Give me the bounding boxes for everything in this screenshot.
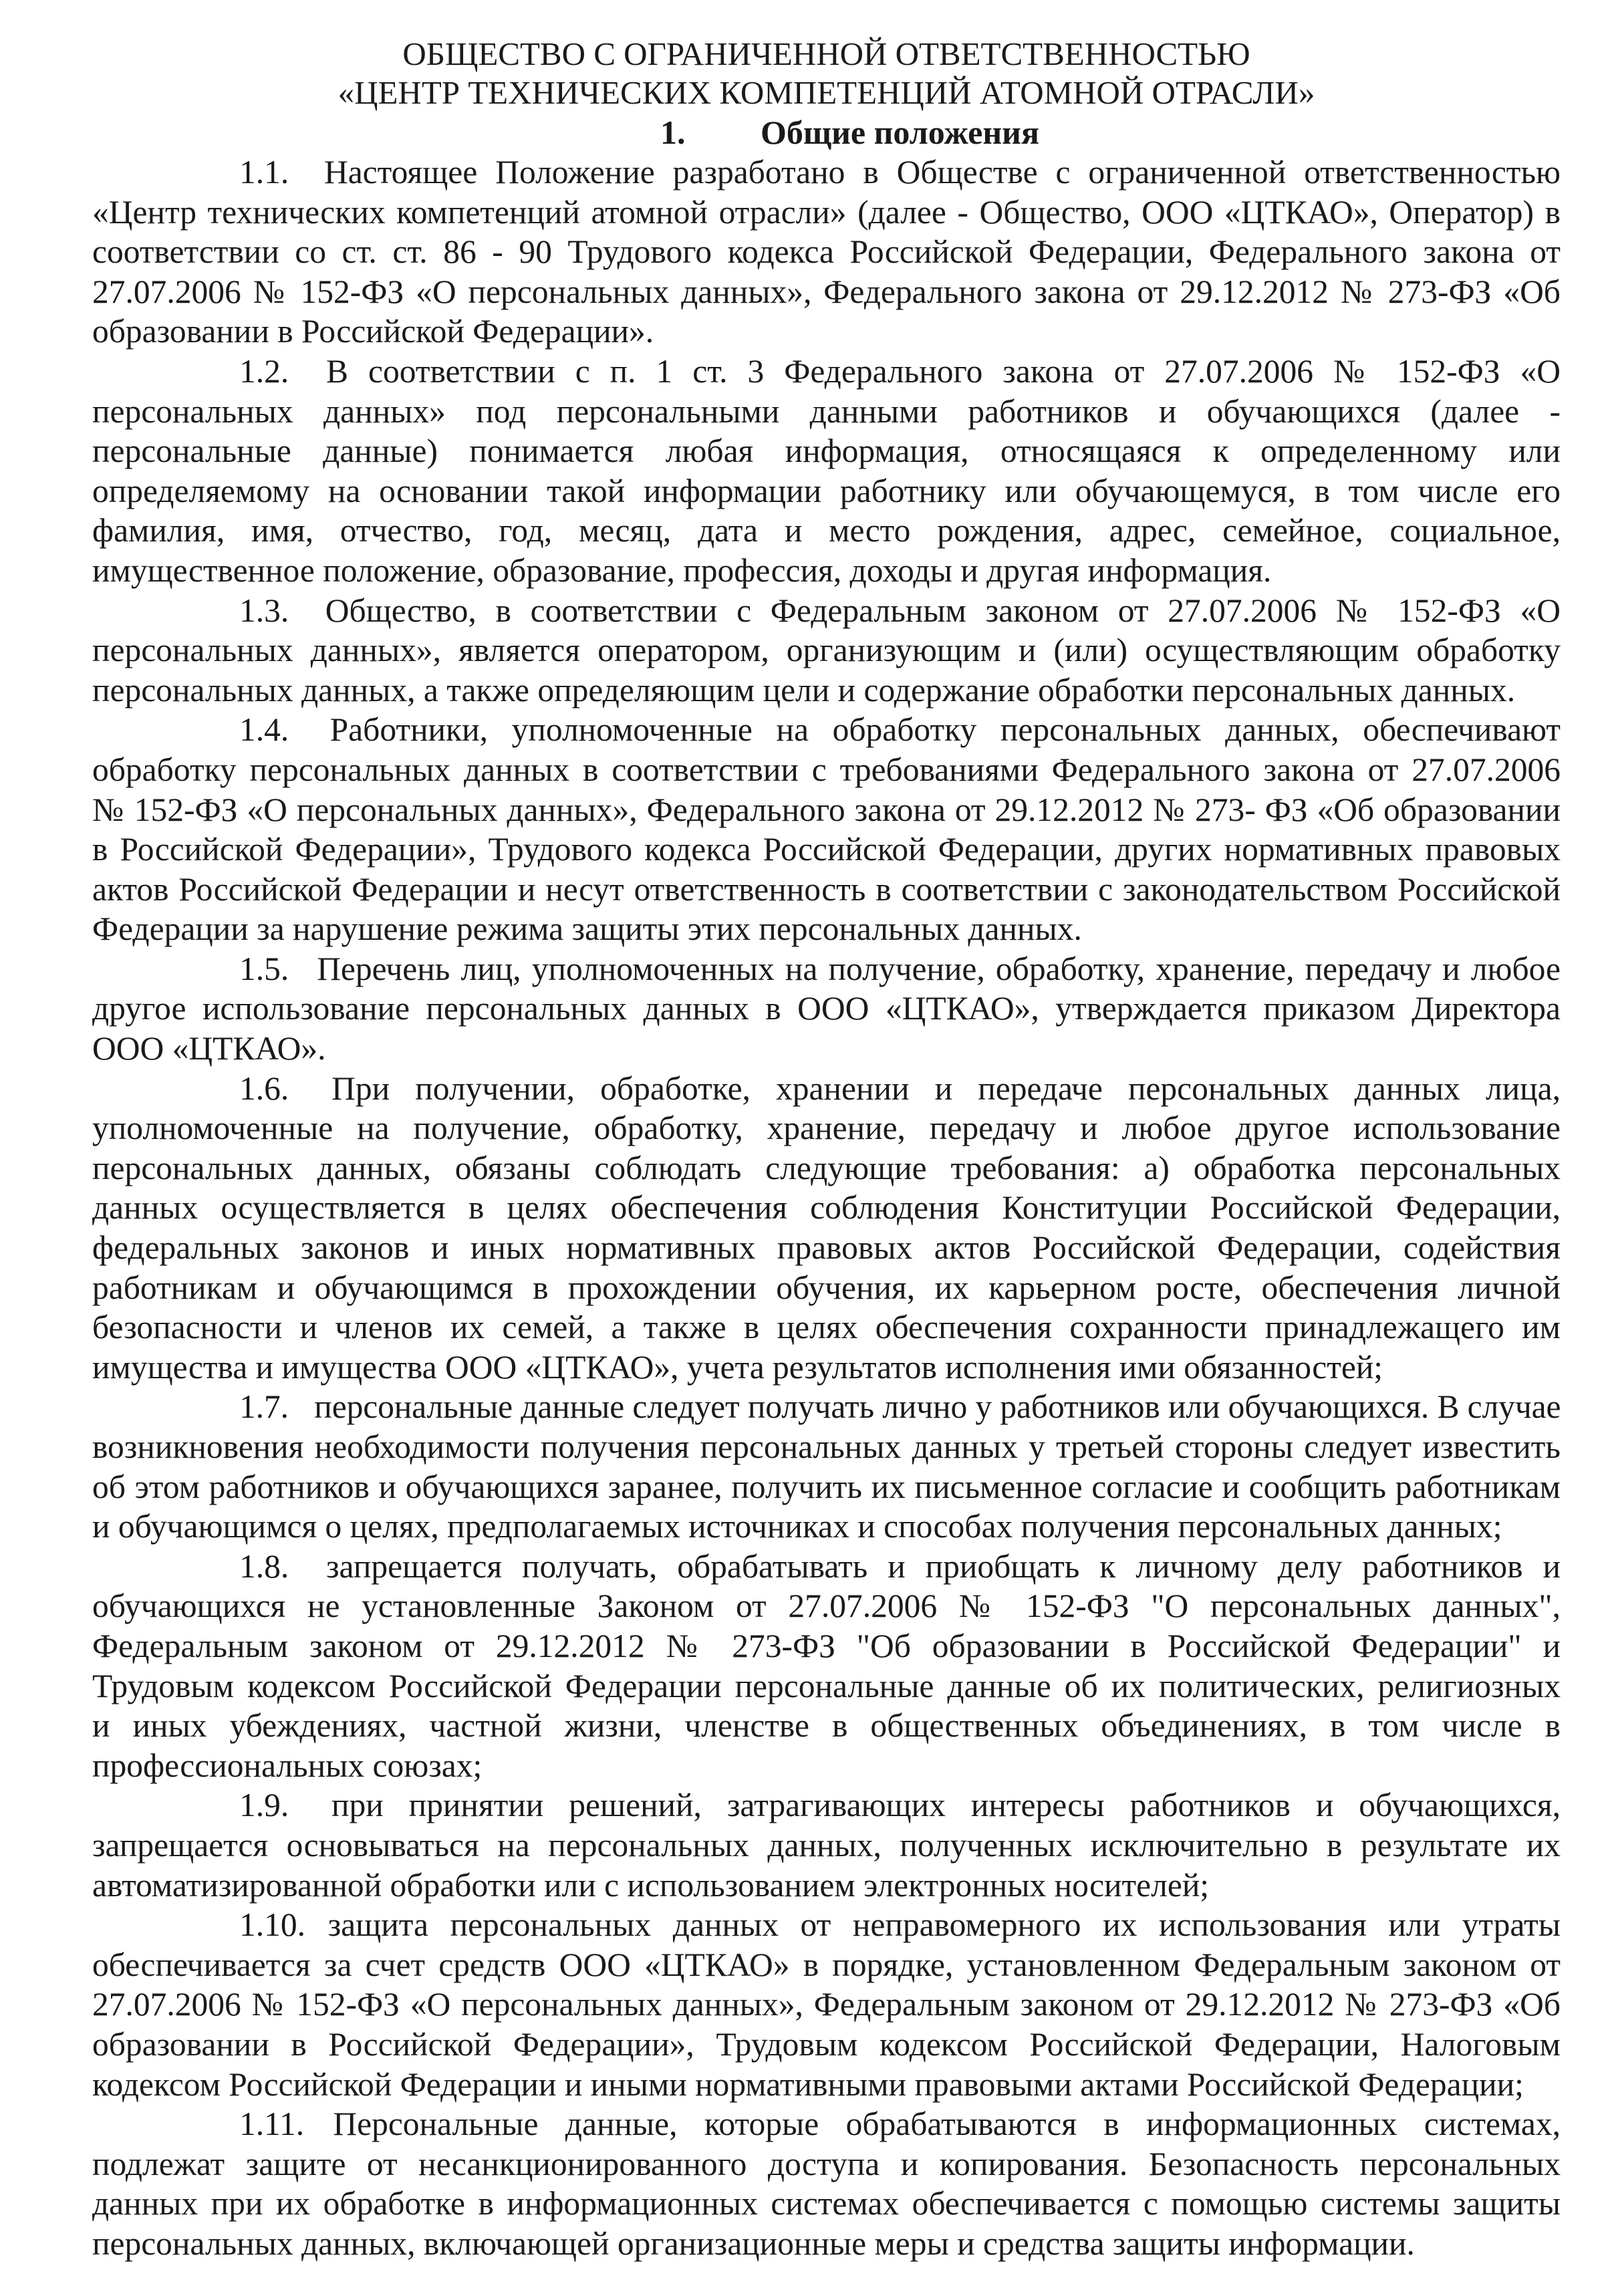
- paragraph-list: [92, 152, 1561, 2263]
- paragraph-1-6: [92, 1069, 1561, 1388]
- paragraph-line: [92, 1626, 1561, 1666]
- paragraph-line: [92, 870, 1561, 910]
- paragraph-line: [92, 1666, 1561, 1706]
- paragraph-line: [92, 830, 1561, 870]
- paragraph-text: образовании в Российской Федерации».: [92, 313, 654, 350]
- paragraph-text: запрещается основываться на персональных данных, полученных исключительно в результате их: [92, 1826, 1561, 1864]
- paragraph-text: возникновения необходимости получения персональных данных у третьей стороны следует известить: [92, 1428, 1561, 1465]
- paragraph-line: [92, 511, 1561, 551]
- paragraph-number: 1.10.: [239, 1906, 305, 1944]
- paragraph-text: определяемому на основании такой информации работнику или обучающемуся, в том числе его: [92, 472, 1561, 509]
- paragraph-line: [92, 2104, 1561, 2144]
- paragraph-line: [92, 989, 1561, 1029]
- paragraph-number: 1.6.: [239, 1069, 289, 1107]
- paragraph-text: и обучающимся о целях, предполагаемых источниках и способах получения персональных данных;: [92, 1508, 1502, 1545]
- paragraph-line: [92, 272, 1561, 312]
- paragraph-line: [92, 1547, 1561, 1587]
- paragraph-number: 1.9.: [239, 1787, 289, 1824]
- paragraph-text: обучающихся не установленные Законом от 27.07.2006 № 152-ФЗ "О персональных данных",: [92, 1587, 1561, 1625]
- paragraph-line: [92, 1427, 1561, 1467]
- paragraph-line: [92, 909, 1561, 949]
- paragraph-line: [92, 392, 1561, 432]
- paragraph-line: [92, 2025, 1561, 2065]
- paragraph-text: 27.07.2006 № 152-ФЗ «О персональных данных», Федеральным законом от 29.12.2012 № 273-ФЗ «Об: [92, 1986, 1561, 2023]
- paragraph-line: [92, 193, 1561, 233]
- paragraph-line: [92, 1228, 1561, 1268]
- paragraph-number: 1.8.: [239, 1547, 289, 1585]
- paragraph-text: профессиональных союзах;: [92, 1747, 483, 1784]
- paragraph-text: федеральных законов и иных нормативных правовых актов Российской Федерации, содействия: [92, 1229, 1561, 1267]
- paragraph-text: № 152-ФЗ «О персональных данных», Федерального закона от 29.12.2012 № 273- ФЗ «Об образовании: [92, 791, 1561, 828]
- paragraph-text: Работники, уполномоченные на обработку персональных данных, обеспечивают: [329, 711, 1561, 749]
- paragraph-line: [92, 1108, 1561, 1148]
- paragraph-line: [92, 2224, 1561, 2264]
- paragraph-text: об этом работников и обучающихся заранее, получить их письменное согласие и сообщить работникам: [92, 1468, 1561, 1505]
- paragraph-line: [92, 232, 1561, 272]
- paragraph-line: [92, 152, 1561, 193]
- paragraph-number: 1.7.: [239, 1388, 289, 1426]
- paragraph-line: [92, 1268, 1561, 1308]
- document-page: [92, 35, 1561, 2263]
- paragraph-line: [92, 790, 1561, 830]
- paragraph-text: подлежат защите от несанкционированного доступа и копирования. Безопасность персональных: [92, 2145, 1561, 2182]
- paragraph-text: персональные данные) понимается любая информация, относящаяся к определенному или: [92, 432, 1561, 470]
- paragraph-line: [92, 1586, 1561, 1626]
- paragraph-1-7: [92, 1387, 1561, 1546]
- paragraph-number: 1.5.: [239, 950, 289, 987]
- paragraph-text: Настоящее Положение разработано в Обществе с ограниченной ответственностью: [323, 154, 1561, 190]
- paragraph-text: соответствии со ст. ст. 86 - 90 Трудового кодекса Российской Федерации, Федерального закона от: [92, 233, 1561, 271]
- paragraph-text: в Российской Федерации», Трудового кодекса Российской Федерации, других нормативных правовых: [92, 831, 1561, 868]
- paragraph-text: данных осуществляется в целях обеспечения соблюдения Конституции Российской Федерации,: [92, 1189, 1561, 1227]
- paragraph-line: [92, 630, 1561, 670]
- paragraph-number: 1.2.: [239, 352, 289, 390]
- paragraph-1-1: [92, 152, 1561, 352]
- paragraph-1-5: [92, 949, 1561, 1069]
- paragraph-text: при принятии решений, затрагивающих интересы работников и обучающихся,: [331, 1787, 1561, 1824]
- paragraph-line: [92, 1387, 1561, 1427]
- paragraph-text: Персональные данные, которые обрабатываются в информационных системах,: [333, 2106, 1561, 2143]
- paragraph-line: [92, 1945, 1561, 1985]
- organization-name-line-2: «ЦЕНТР ТЕХНИЧЕСКИХ КОМПЕТЕНЦИЙ АТОМНОЙ ОТРАСЛИ»: [338, 74, 1315, 111]
- section-title: Общие положения: [760, 114, 1040, 151]
- paragraph-1-4: [92, 710, 1561, 949]
- paragraph-text: При получении, обработке, хранении и передаче персональных данных лица,: [331, 1069, 1561, 1107]
- paragraph-line: [92, 352, 1561, 392]
- paragraph-1-3: [92, 591, 1561, 711]
- paragraph-text: уполномоченные на получение, обработку, хранение, передачу и любое другое использование: [92, 1110, 1561, 1147]
- paragraph-text: Трудовым кодексом Российской Федерации персональные данные об их политических, религиозных: [92, 1667, 1561, 1704]
- paragraph-text: запрещается получать, обрабатывать и приобщать к личному делу работников и: [325, 1547, 1561, 1585]
- paragraph-text: имущественное положение, образование, профессия, доходы и другая информация.: [92, 551, 1272, 589]
- paragraph-text: персональных данных, обязаны соблюдать следующие требования: а) обработка персональных: [92, 1149, 1561, 1186]
- paragraph-text: обработку персональных данных в соответствии с требованиями Федерального закона от 27.07.2006: [92, 751, 1561, 788]
- paragraph-text: персональные данные следует получать лично у работников или обучающихся. В случае: [314, 1388, 1561, 1426]
- paragraph-line: [92, 471, 1561, 511]
- paragraph-text: ООО «ЦТКАО».: [92, 1030, 326, 1067]
- paragraph-text: «Центр технических компетенций атомной отрасли» (далее - Общество, ООО «ЦТКАО», Оператор) в: [92, 193, 1561, 231]
- paragraph-text: Перечень лиц, уполномоченных на получение, обработку, хранение, передачу и любое: [317, 950, 1561, 987]
- paragraph-text: персональных данных» под персональными данными работников и обучающихся (далее -: [92, 392, 1561, 430]
- paragraph-1-2: [92, 352, 1561, 591]
- section-number: 1.: [660, 114, 686, 151]
- paragraph-text: актов Российской Федерации и несут ответственность в соответствии с законодательством Российской: [92, 870, 1561, 908]
- paragraph-text: персональных данных», является оператором, организующим и (или) осуществляющим обработку: [92, 632, 1561, 669]
- paragraph-text: обеспечивается за счет средств ООО «ЦТКАО» в порядке, установленном Федеральным законом от: [92, 1946, 1561, 1983]
- paragraph-text: и иных убеждениях, частной жизни, членстве в общественных объединениях, в том числе в: [92, 1707, 1561, 1745]
- paragraph-line: [92, 591, 1561, 631]
- paragraph-text: образовании в Российской Федерации», Трудовым кодексом Российской Федерации, Налоговым: [92, 2025, 1561, 2063]
- paragraph-line: [92, 1866, 1561, 1906]
- paragraph-number: 1.4.: [239, 711, 289, 749]
- paragraph-line: [92, 1507, 1561, 1547]
- paragraph-1-10: [92, 1905, 1561, 2104]
- paragraph-text: Федерации за нарушение режима защиты этих персональных данных.: [92, 910, 1082, 948]
- paragraph-line: [92, 750, 1561, 790]
- paragraph-line: [92, 1348, 1561, 1388]
- paragraph-text: другое использование персональных данных в ООО «ЦТКАО», утверждается приказом Директора: [92, 990, 1561, 1027]
- paragraph-text: данных при их обработке в информационных системах обеспечивается с помощью системы защиты: [92, 2185, 1561, 2222]
- paragraph-text: персональных данных, включающей организационные меры и средства защиты информации.: [92, 2224, 1415, 2262]
- paragraph-line: [92, 710, 1561, 750]
- organization-name-line-1: ОБЩЕСТВО С ОГРАНИЧЕННОЙ ОТВЕТСТВЕННОСТЬЮ: [402, 35, 1250, 72]
- paragraph-text: кодексом Российской Федерации и иными нормативными правовыми актами Российской Федерации;: [92, 2065, 1524, 2103]
- paragraph-text: В соответствии с п. 1 ст. 3 Федерального закона от 27.07.2006 № 152-ФЗ «О: [326, 352, 1561, 390]
- paragraph-1-8: [92, 1547, 1561, 1786]
- paragraph-text: защита персональных данных от неправомерного их использования или утраты: [327, 1906, 1561, 1944]
- paragraph-text: безопасности и членов их семей, а также в целях обеспечения сохранности принадлежащего им: [92, 1309, 1561, 1346]
- paragraph-line: [92, 1188, 1561, 1228]
- paragraph-number: 1.1.: [239, 154, 289, 190]
- paragraph-1-9: [92, 1785, 1561, 1905]
- paragraph-line: [92, 311, 1561, 352]
- paragraph-line: [92, 670, 1561, 711]
- paragraph-line: [92, 551, 1561, 591]
- paragraph-line: [92, 1825, 1561, 1866]
- paragraph-number: 1.3.: [239, 592, 289, 629]
- paragraph-1-11: [92, 2104, 1561, 2263]
- paragraph-line: [92, 1307, 1561, 1348]
- paragraph-text: имущества и имущества ООО «ЦТКАО», учета результатов исполнения ими обязанностей;: [92, 1348, 1383, 1386]
- paragraph-line: [92, 1785, 1561, 1825]
- paragraph-text: Общество, в соответствии с Федеральным законом от 27.07.2006 № 152-ФЗ «О: [325, 592, 1561, 629]
- paragraph-line: [92, 1148, 1561, 1188]
- paragraph-text: работникам и обучающимся в прохождении обучения, их карьерном росте, обеспечения личной: [92, 1269, 1561, 1306]
- paragraph-text: 27.07.2006 № 152-ФЗ «О персональных данных», Федерального закона от 29.12.2012 № 273-ФЗ «Об: [92, 273, 1561, 310]
- paragraph-line: [92, 1985, 1561, 2025]
- paragraph-line: [92, 1905, 1561, 1945]
- paragraph-line: [92, 1069, 1561, 1109]
- paragraph-line: [92, 1467, 1561, 1507]
- paragraph-line: [92, 949, 1561, 989]
- paragraph-line: [92, 2184, 1561, 2224]
- paragraph-text: автоматизированной обработки или с использованием электронных носителей;: [92, 1866, 1210, 1904]
- paragraph-line: [92, 1706, 1561, 1746]
- paragraph-line: [92, 1029, 1561, 1069]
- paragraph-line: [92, 1746, 1561, 1786]
- paragraph-line: [92, 2144, 1561, 2184]
- paragraph-number: 1.11.: [239, 2106, 305, 2143]
- paragraph-text: фамилия, имя, отчество, год, месяц, дата и место рождения, адрес, семейное, социальное,: [92, 512, 1561, 549]
- paragraph-text: Федеральным законом от 29.12.2012 № 273-ФЗ "Об образовании в Российской Федерации" и: [92, 1627, 1561, 1664]
- paragraph-line: [92, 431, 1561, 471]
- section-heading: [92, 112, 1561, 152]
- paragraph-line: [92, 2065, 1561, 2105]
- paragraph-text: персональных данных, а также определяющим цели и содержание обработки персональных данных.: [92, 671, 1516, 709]
